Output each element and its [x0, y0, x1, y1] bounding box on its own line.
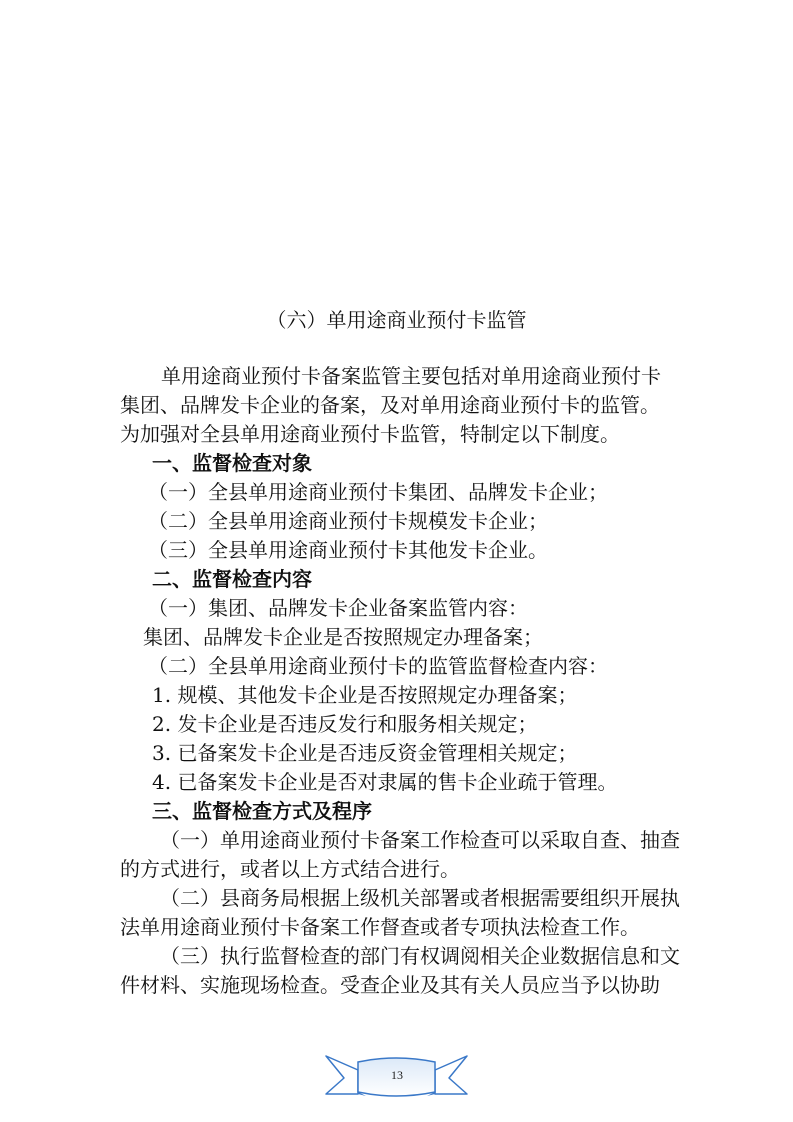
- sub-heading: （一）集团、品牌发卡企业备案监管内容：: [148, 596, 528, 620]
- sub-text: 集团、品牌发卡企业是否按照规定办理备案；: [143, 625, 543, 649]
- intro-line-3: 为加强对全县单用途商业预付卡监管，特制定以下制度。: [120, 422, 620, 446]
- list-item: 4. 已备案发卡企业是否对隶属的售卡企业疏于管理。: [152, 770, 618, 794]
- heading-1: 一、监督检查对象: [152, 451, 312, 475]
- page-number: 13: [391, 1068, 403, 1082]
- intro-line-2: 集团、品牌发卡企业的备案，及对单用途商业预付卡的监管。: [120, 393, 660, 417]
- list-item: 3. 已备案发卡企业是否违反资金管理相关规定；: [152, 741, 578, 765]
- paragraph-line: （一）单用途商业预付卡备案工作检查可以采取自查、抽查: [160, 828, 680, 852]
- intro-line-1: 单用途商业预付卡备案监管主要包括对单用途商业预付卡: [161, 364, 661, 388]
- list-item: （二）全县单用途商业预付卡规模发卡企业；: [148, 509, 548, 533]
- list-item: 1. 规模、其他发卡企业是否按照规定办理备案；: [152, 683, 578, 707]
- paragraph-line: 法单用途商业预付卡备案工作督查或者专项执法检查工作。: [120, 915, 640, 939]
- paragraph-line: （二）县商务局根据上级机关部署或者根据需要组织开展执: [160, 886, 680, 910]
- list-item: 2. 发卡企业是否违反发行和服务相关规定；: [152, 712, 538, 736]
- sub-heading: （二）全县单用途商业预付卡的监管监督检查内容：: [148, 654, 608, 678]
- paragraph-line: 的方式进行，或者以上方式结合进行。: [120, 857, 460, 881]
- paragraph-line: 件材料、实施现场检查。受查企业及其有关人员应当予以协助: [120, 973, 660, 997]
- heading-2: 二、监督检查内容: [152, 567, 312, 591]
- list-item: （一）全县单用途商业预付卡集团、品牌发卡企业；: [148, 480, 608, 504]
- section-title: （六）单用途商业预付卡监管: [266, 308, 527, 332]
- paragraph-line: （三）执行监督检查的部门有权调阅相关企业数据信息和文: [160, 944, 680, 968]
- heading-3: 三、监督检查方式及程序: [152, 799, 372, 823]
- list-item: （三）全县单用途商业预付卡其他发卡企业。: [148, 538, 548, 562]
